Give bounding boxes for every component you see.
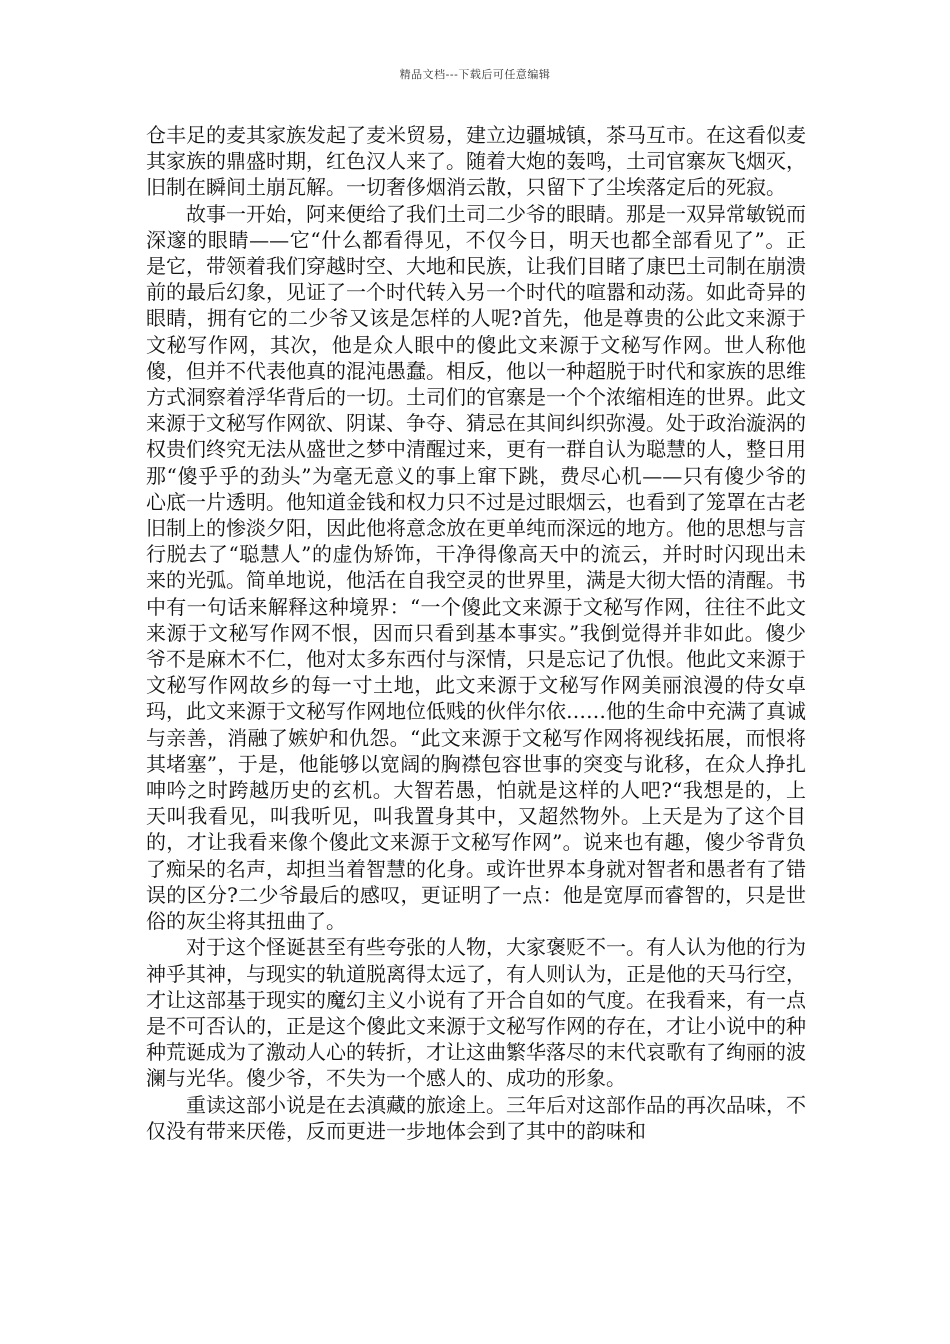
paragraph-continuation: 仓丰足的麦其家族发起了麦米贸易，建立边疆城镇，茶马互市。在这看似麦其家族的鼎盛时期，红色汉人来了。随着大炮的轰鸣，土司官寨灰飞烟灭，旧制在瞬间土崩瓦解。一切奢侈烟消云散，只留下了尘埃落定后的死寂。 (146, 123, 806, 200)
document-body (146, 122, 806, 1144)
page-header: 精品文档---下载后可任意编辑 (399, 68, 551, 81)
paragraph-eyes: 故事一开始，阿来便给了我们土司二少爷的眼睛。那是一双异常敏锐而深邃的眼睛——它“什么都看得见，不仅今日，明天也都全部看见了”。正是它，带领着我们穿越时空、大地和民族，让我们目睹了康巴土司制在崩溃前的最后幻象，见证了一个时代转入另一个时代的喧嚣和动荡。如此奇异的眼睛，拥有它的二少爷又该是怎样的人呢?首先，他是尊贵的公此文来源于文秘写作网，其次，他是众人眼中的傻此文来源于文秘写作网。世人称他傻，但并不代表他真的混沌愚蠢。相反，他以一种超脱于时代和家族的思维方式洞察着浮华背后的一切。土司们的官寨是一个个浓缩相连的世界。此文来源于文秘写作网欲、阴谋、争夺、猜忌在其间纠织弥漫。处于政治漩涡的权贵们终究无法从盛世之梦中清醒过来，更有一群自认为聪慧的人，整日用那“傻乎乎的劲头”为毫无意义的事上窜下跳，费尽心机——只有傻少爷的心底一片透明。他知道金钱和权力只不过是过眼烟云，也看到了笼罩在古老旧制上的惨淡夕阳，因此他将意念放在更单纯而深远的地方。他的思想与言行脱去了“聪慧人”的虚伪矫饰，干净得像高天中的流云，并时时闪现出未来的光弧。简单地说，他活在自我空灵的世界里，满是大彻大悟的清醒。书中有一句话来解释这种境界：“一个傻此文来源于文秘写作网，往往不此文来源于文秘写作网不恨，因而只看到基本事实。”我倒觉得并非如此。傻少爷不是麻木不仁，他对太多东西付与深情，只是忘记了仇恨。他此文来源于文秘写作网故乡的每一寸土地，此文来源于文秘写作网美丽浪漫的侍女卓玛，此文来源于文秘写作网地位低贱的伙伴尔依……他的生命中充满了真诚与亲善，消融了嫉妒和仇怨。“此文来源于文秘写作网将视线拓展，而恨将其堵塞”，于是，他能够以宽阔的胸襟包容世事的突变与讹移，在众人挣扎呻吟之时跨越历史的玄机。大智若愚，怕就是这样的人吧?“我想是的，上天叫我看见，叫我听见，叫我置身其中，又超然物外。上天是为了这个目的，才让我看来像个傻此文来源于文秘写作网”。说来也有趣，傻少爷背负了痴呆的名声，却担当着智慧的化身。或许世界本身就对智者和愚者有了错误的区分?二少爷最后的感叹，更证明了一点：他是宽厚而睿智的，只是世俗的灰尘将其扭曲了。 (146, 201, 806, 934)
paragraph-rereading: 重读这部小说是在去滇藏的旅途上。三年后对这部作品的再次品味，不仅没有带来厌倦，反而更进一步地体会到了其中的韵味和 (146, 1092, 806, 1143)
paragraph-opinions: 对于这个怪诞甚至有些夸张的人物，大家褒贬不一。有人认为他的行为神乎其神，与现实的轨道脱离得太远了，有人则认为，正是他的天马行空，才让这部基于现实的魔幻主义小说有了开合自如的气度。在我看来，有一点是不可否认的，正是这个傻此文来源于文秘写作网的存在，才让小说中的种种荒诞成为了激动人心的转折，才让这曲繁华落尽的末代哀歌有了绚丽的波澜与光华。傻少爷，不失为一个感人的、成功的形象。 (146, 935, 806, 1091)
